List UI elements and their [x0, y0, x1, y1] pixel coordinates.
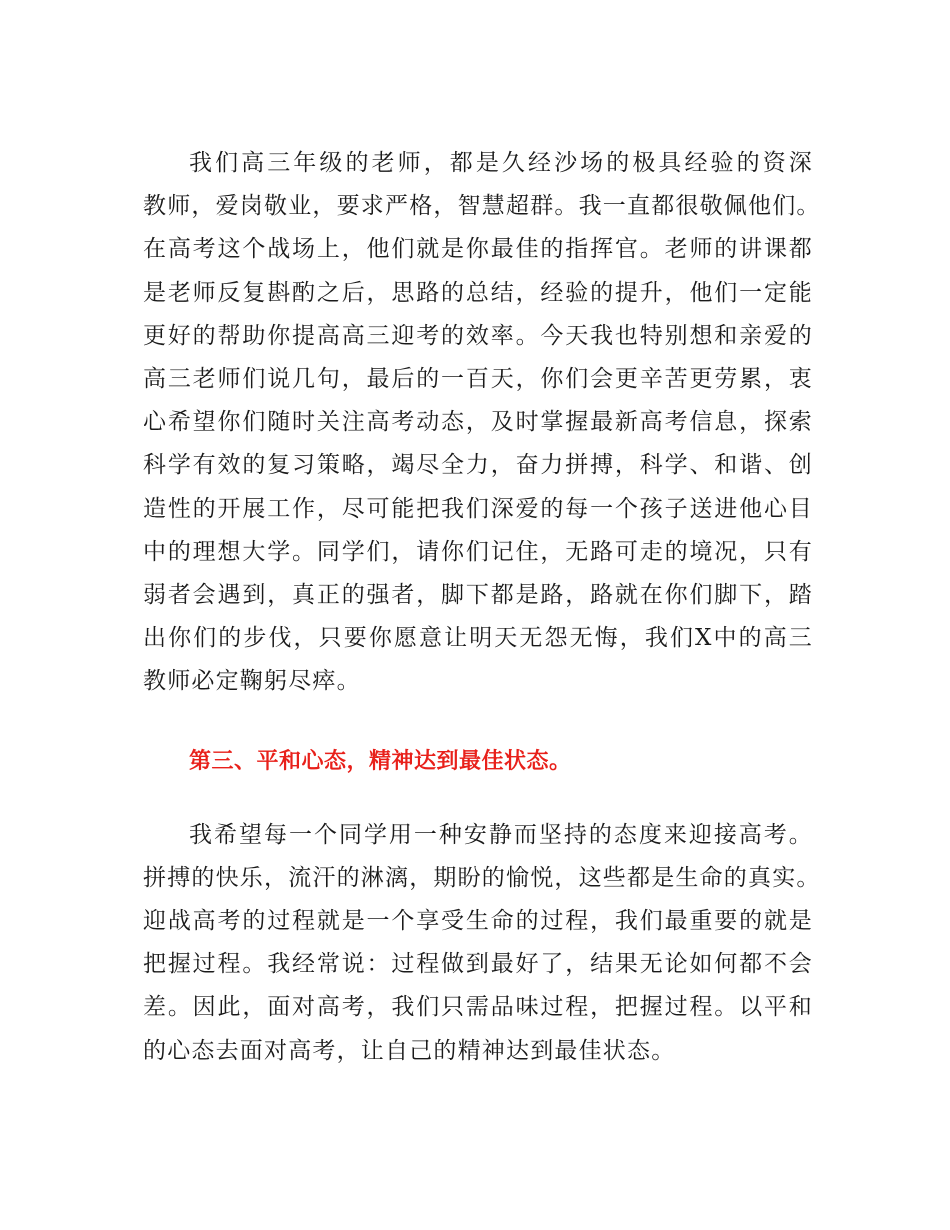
paragraph-line: 弱者会遇到，真正的强者，脚下都是路，路就在你们脚下，踏: [143, 582, 813, 609]
paragraph-line: 在高考这个战场上，他们就是你最佳的指挥官。老师的讲课都: [143, 236, 813, 263]
paragraph-line: 迎战高考的过程就是一个享受生命的过程，我们最重要的就是: [143, 908, 813, 935]
paragraph-line: 中的理想大学。同学们，请你们记住，无路可走的境况，只有: [143, 538, 813, 565]
paragraph-line: 拼搏的快乐，流汗的淋漓，期盼的愉悦，这些都是生命的真实。: [143, 864, 821, 891]
paragraph-line: 差。因此，面对高考，我们只需品味过程，把握过程。以平和: [143, 994, 813, 1021]
paragraph-line: 更好的帮助你提高高三迎考的效率。今天我也特别想和亲爱的: [143, 322, 813, 349]
paragraph-line: 科学有效的复习策略，竭尽全力，奋力拼搏，科学、和谐、创: [143, 452, 813, 479]
paragraph-line: 的心态去面对高考，让自己的精神达到最佳状态。: [143, 1037, 676, 1064]
paragraph-line: 我们高三年级的老师，都是久经沙场的极具经验的资深: [189, 150, 813, 176]
paragraph-line: 出你们的步伐，只要你愿意让明天无怨无悔，我们X中的高三: [143, 625, 813, 652]
paragraph-line: 是老师反复斟酌之后，思路的总结，经验的提升，他们一定能: [143, 279, 813, 306]
document-page: [143, 142, 821, 1073]
paragraph-teachers: [143, 142, 821, 704]
paragraph-line: 教师必定鞠躬尽瘁。: [143, 668, 361, 695]
section-heading: 第三、平和心态，精神达到最佳状态。: [189, 748, 572, 774]
paragraph-line: 心希望你们随时关注高考动态，及时掌握最新高考信息，探索: [143, 409, 813, 436]
paragraph-line: 高三老师们说几句，最后的一百天，你们会更辛苦更劳累，衷: [143, 366, 813, 393]
paragraph-mindset: [143, 814, 821, 1073]
paragraph-line: 把握过程。我经常说：过程做到最好了，结果无论如何都不会: [143, 951, 813, 978]
paragraph-line: 我希望每一个同学用一种安静而坚持的态度来迎接高考。: [189, 821, 813, 848]
paragraph-line: 教师，爱岗敬业，要求严格，智慧超群。我一直都很敬佩他们。: [143, 193, 821, 220]
paragraph-line: 造性的开展工作，尽可能把我们深爱的每一个孩子送进他心目: [143, 495, 813, 522]
